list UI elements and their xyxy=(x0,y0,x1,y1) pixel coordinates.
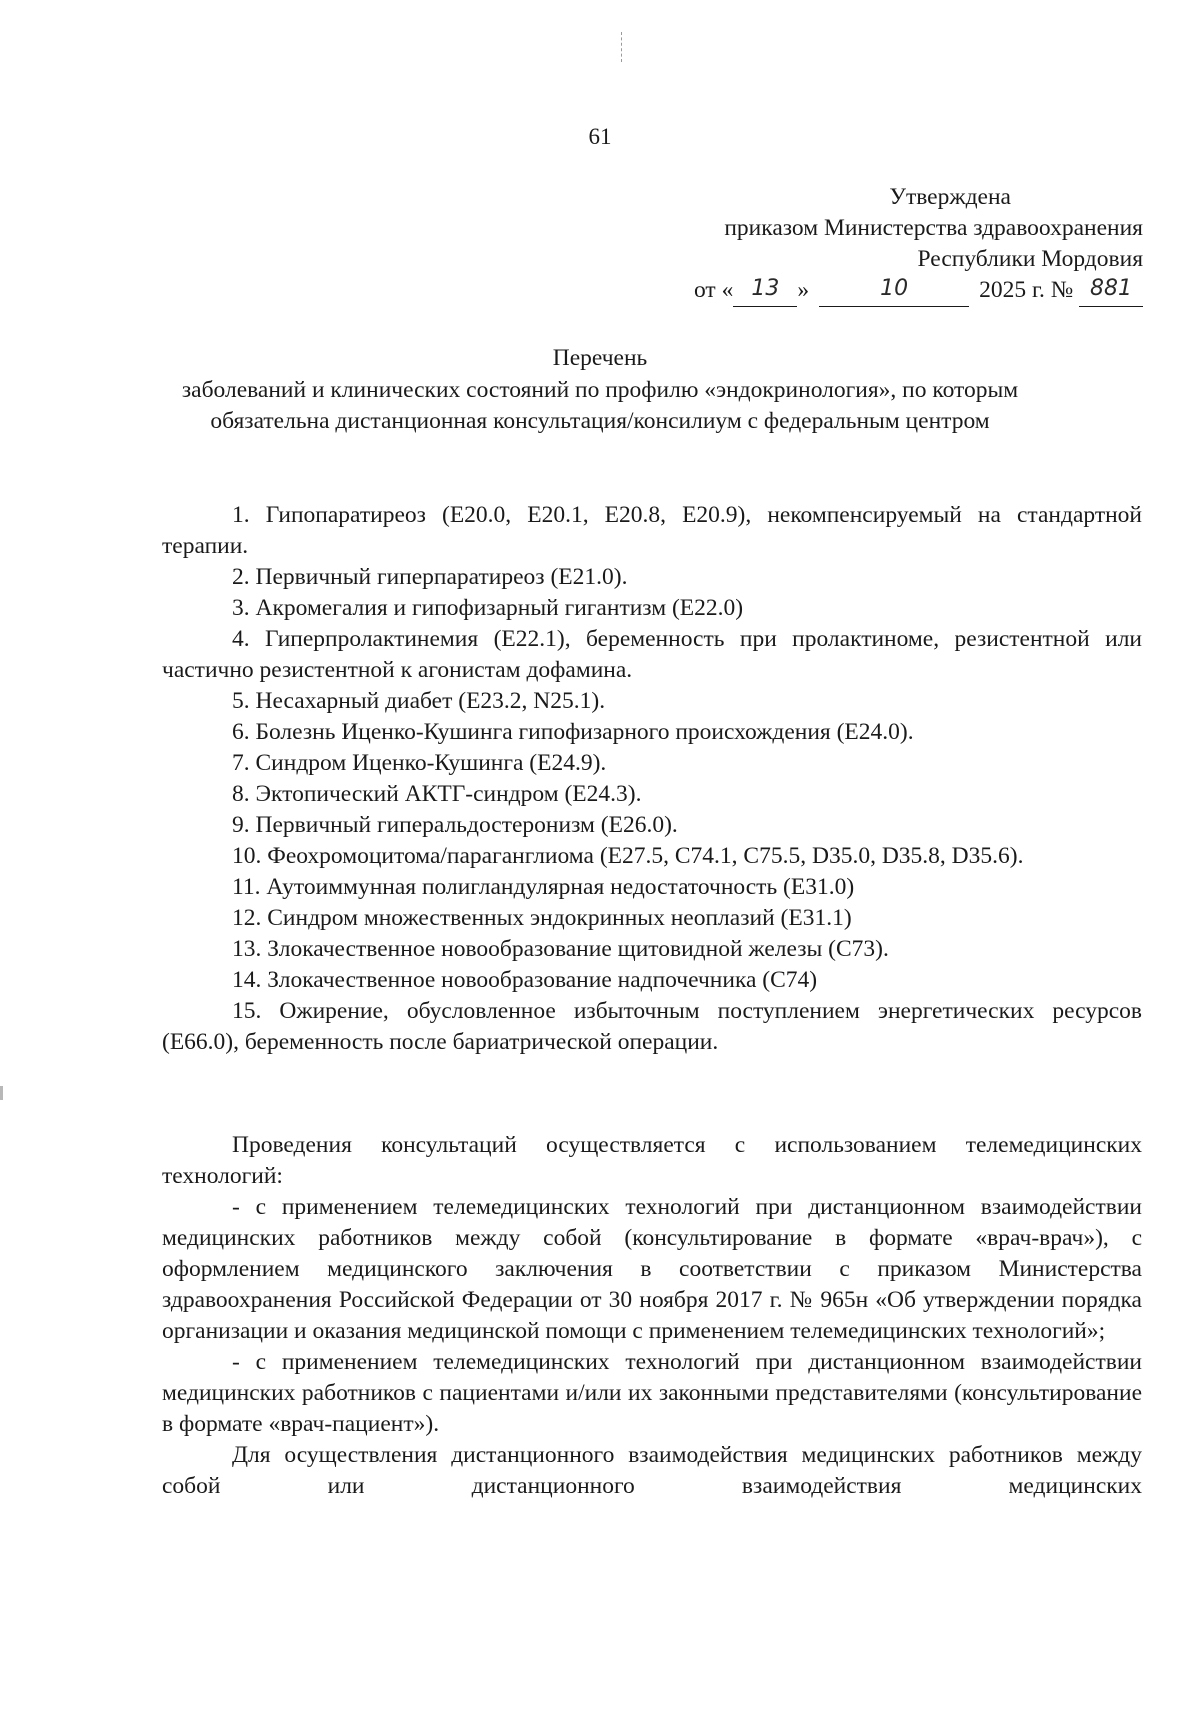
date-day-handwritten: 13 xyxy=(751,276,780,301)
document-title xyxy=(140,343,1060,437)
list-item: 6. Болезнь Иценко-Кушинга гипофизарного происхождения (E24.0). xyxy=(232,719,914,745)
title-subheading: заболеваний и клинических состояний по профилю «эндокринология», по которым обязательна дистанционная консультация/консилиум с федеральным центром xyxy=(181,377,1019,434)
list-item: 8. Эктопический АКТГ-синдром (E24.3). xyxy=(232,781,642,807)
date-month-handwritten: 10 xyxy=(880,276,909,301)
approval-line-approved: Утверждена xyxy=(889,184,1011,210)
list-item: 7. Синдром Иценко-Кушинга (E24.9). xyxy=(232,750,607,776)
list-item: 11. Аутоиммунная полигландулярная недостаточность (E31.0) xyxy=(232,874,855,900)
paragraph-remote-interaction: Для осуществления дистанционного взаимодействия медицинских работников между собой или дистанционного взаимодействия медицинских xyxy=(162,1442,1142,1499)
scan-edge-mark xyxy=(0,1086,3,1100)
approval-stamp-block xyxy=(623,182,1143,307)
order-number-handwritten: 881 xyxy=(1090,276,1132,301)
list-item: 12. Синдром множественных эндокринных неоплазий (E31.1) xyxy=(232,905,852,931)
approval-line-republic: Республики Мордовия xyxy=(917,246,1143,272)
date-prefix: от « xyxy=(693,277,734,303)
list-item: 5. Несахарный диабет (E23.2, N25.1). xyxy=(232,688,606,714)
approval-date-line xyxy=(623,275,1143,307)
scan-artifact-line xyxy=(621,32,623,62)
list-item: 15. Ожирение, обусловленное избыточным поступлением энергетических ресурсов (E66.0), беременность после бариатрической операции. xyxy=(162,998,1142,1055)
list-item: 3. Акромегалия и гипофизарный гигантизм (E22.0) xyxy=(232,595,744,621)
order-number-field xyxy=(1079,275,1143,307)
date-close: » xyxy=(797,277,810,303)
page-number: 61 xyxy=(588,124,612,149)
approval-line-order: приказом Министерства здравоохранения xyxy=(724,215,1143,241)
list-item: 1. Гипопаратиреоз (E20.0, E20.1, E20.8, E20.9), некомпенсируемый на стандартной терапии. xyxy=(162,502,1142,559)
paragraph-doctor-patient: - с применением телемедицинских технологий при дистанционном взаимодействии медицинских работников с пациентами и/или их законными представителями (консультирование в формате «врач-пациент»). xyxy=(162,1349,1142,1437)
conditions-list xyxy=(162,500,1142,1058)
list-item: 13. Злокачественное новообразование щитовидной железы (C73). xyxy=(232,936,889,962)
paragraph-doctor-doctor: - с применением телемедицинских технологий при дистанционном взаимодействии медицинских работников между собой (консультирование в формате «врач-врач»), с оформлением медицинского заключения в соответствии с приказом Министерства здравоохранения Российской Федерации от 30 ноября 2017 г. № 965н «Об утверждении порядка организации и оказания медицинской помощи с применением телемедицинских технологий»; xyxy=(162,1194,1142,1344)
date-year: 2025 г. № xyxy=(979,277,1074,303)
date-day-field xyxy=(733,275,797,307)
list-item: 14. Злокачественное новообразование надпочечника (C74) xyxy=(232,967,818,993)
body-text xyxy=(162,1130,1142,1502)
date-month-field xyxy=(819,275,969,307)
list-item: 4. Гиперпролактинемия (E22.1), беременность при пролактиноме, резистентной или частично резистентной к агонистам дофамина. xyxy=(162,626,1142,683)
paragraph-consultations: Проведения консультаций осуществляется с использованием телемедицинских технологий: xyxy=(162,1132,1142,1189)
title-heading: Перечень xyxy=(552,345,648,371)
list-item: 10. Феохромоцитома/параганглиома (E27.5, C74.1, C75.5, D35.0, D35.8, D35.6). xyxy=(232,843,1024,869)
list-item: 9. Первичный гиперальдостеронизм (E26.0). xyxy=(232,812,678,838)
list-item: 2. Первичный гиперпаратиреоз (E21.0). xyxy=(232,564,628,590)
